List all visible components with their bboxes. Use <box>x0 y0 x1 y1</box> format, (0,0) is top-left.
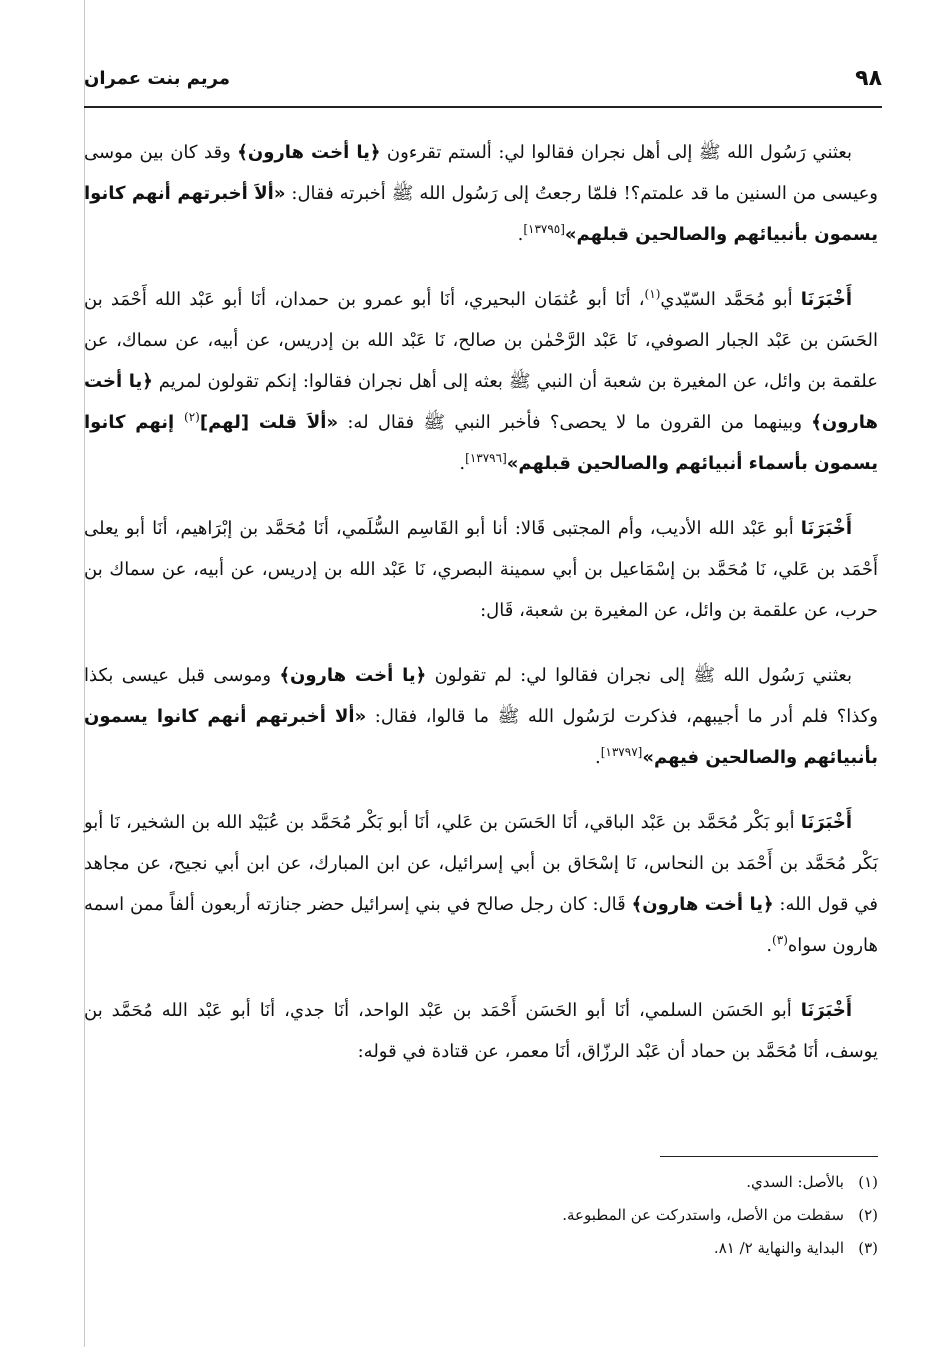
footnote-number: (٣) <box>858 1239 878 1257</box>
bold-quote: ﴿يا أخت هارون﴾ <box>279 665 427 686</box>
bold-quote: ﴿يا أخت هارون﴾ <box>631 894 774 915</box>
reference-marker: (١) <box>644 287 661 301</box>
text-run: وبينهما من القرون ما لا يحصى؟ فأخبر النبي ﷺ فقال له: <box>338 412 812 433</box>
text-run: بعثني رَسُول الله ﷺ إلى نجران فقالوا لي: لم تقولون <box>426 665 853 686</box>
footnote-number: (١) <box>858 1173 878 1191</box>
text-run: . <box>517 224 524 245</box>
bold-quote: «ألاَ قلت [لهم] <box>199 412 339 433</box>
text-run: أبو عَبْد الله الأديب، وأم المجتبى قَالا: أنا أبو القَاسِم السُّلَمي، أنَا مُحَمَّد بن إبْرَاهيم، أنَا أبو يعلى أَحْمَد بن عَلي، نَا مُحَمَّد بن إسْمَاعيل بن أبي سمينة البصري، نَا عَبْد الله بن إدريس، عن أبيه، عن سماك بن حرب، عن علقمة بن وائل، عن المغيرة بن شعبة، قَال: <box>84 518 878 621</box>
text-run: أبو مُحَمَّد السّيّدي <box>660 289 801 310</box>
text-run: . <box>459 453 466 474</box>
paragraph <box>84 802 878 966</box>
footnote-text: سقطت من الأصل، واستدركت عن المطبوعة. <box>562 1206 844 1224</box>
paragraph <box>84 990 878 1072</box>
reference-marker: (٢) <box>184 410 200 424</box>
reference-marker: [١٣٧٩٦] <box>465 451 507 465</box>
footnote-item <box>84 1166 878 1199</box>
bold-quote: «ألاَ أخبرتهم أنهم كانوا يسمون بأنبيائهم والصالحين قبلهم» <box>84 183 878 245</box>
footnote-number: (٢) <box>858 1206 878 1224</box>
text-run: . <box>766 935 773 956</box>
bold-quote: «ألا أخبرتهم أنهم كانوا يسمون بأنبيائهم والصالحين فيهم» <box>84 706 878 768</box>
footnote-text: بالأصل: السدي. <box>746 1173 844 1191</box>
page-header <box>84 62 882 108</box>
paragraph <box>84 279 878 484</box>
main-text <box>84 132 878 1096</box>
footnote-item <box>84 1199 878 1232</box>
paragraph <box>84 132 878 255</box>
text-run: أبو الحَسَن السلمي، أنَا أبو الحَسَن أَحْمَد بن عَبْد الواحد، أنَا جدي، أنَا أبو عَبْد الله مُحَمَّد بن يوسف، أنَا مُحَمَّد بن حماد أن عَبْد الرزّاق، أنَا معمر، عن قتادة في قوله: <box>84 1000 878 1062</box>
paragraph <box>84 655 878 778</box>
text-run: قَال: كان رجل صالح في بني إسرائيل حضر جنازته أربعون ألفاً ممن اسمه هارون سواه <box>84 894 878 956</box>
reference-marker: [١٣٧٩٥] <box>523 222 565 236</box>
page-number: ٩٨ <box>855 66 882 91</box>
running-title: مريم بنت عمران <box>84 68 231 89</box>
bold-quote: ﴿يا أخت هارون﴾ <box>237 142 381 163</box>
reference-marker: (٣) <box>772 933 788 947</box>
footnotes <box>84 1166 878 1265</box>
bold-quote: إنهم كانوا يسمون بأسماء أنبيائهم والصالحين قبلهم» <box>84 412 878 474</box>
text-run: ، أنَا أبو عُثمَان البحيري، أنَا أبو عمرو بن حمدان، أنَا أبو عَبْد الله أَحْمَد بن الحَسَن بن عَبْد الجبار الصوفي، نَا عَبْد الرَّحْمٰن بن صالح، نَا عَبْد الله بن إدريس، عن أبيه، عن سماك، عن علقمة بن وائل، عن المغيرة بن شعبة أن النبي ﷺ بعثه إلى أهل نجران فقالوا: إنكم تقولون لمريم <box>84 289 879 392</box>
isnad-keyword: أَخْبَرَنَا <box>800 812 852 833</box>
reference-marker: [١٣٧٩٧] <box>600 745 643 759</box>
text-run: بعثني رَسُول الله ﷺ إلى أهل نجران فقالوا لي: ألستم تقرءون <box>380 142 852 163</box>
text-run: وموسى قبل عيسى بكذا وكذا؟ فلم أدر ما أجيبهم، فذكرت لرَسُول الله ﷺ ما قالوا، فقال: <box>84 665 878 727</box>
isnad-keyword: أَخْبَرَنَا <box>800 289 852 310</box>
footnote-item <box>84 1232 878 1265</box>
footnote-text: البداية والنهاية ٢/ ٨١. <box>713 1239 844 1257</box>
isnad-keyword: أَخْبَرَنَا <box>800 518 852 539</box>
text-run: أبو بَكْر مُحَمَّد بن عَبْد الباقي، أنَا الحَسَن بن عَلي، أنَا أبو بَكْر مُحَمَّد بن عُبَيْد الله بن الشخير، نَا أبو بَكْر مُحَمَّد بن أَحْمَد بن النحاس، نَا إسْحَاق بن أبي إسرائيل، عن ابن المبارك، عن ابن أبي نجيح، عن مجاهد في قول الله: <box>84 812 878 915</box>
footnote-divider <box>660 1156 878 1157</box>
bold-quote: ﴿يا أخت هارون﴾ <box>84 371 878 433</box>
isnad-keyword: أَخْبَرَنَا <box>800 1000 852 1021</box>
text-run: وقد كان بين موسى وعيسى من السنين ما قد علمتم؟! فلمّا رجعتُ إلى رَسُول الله ﷺ أخبرته فقال: <box>84 142 878 204</box>
paragraph <box>84 508 878 631</box>
text-run: . <box>594 747 601 768</box>
